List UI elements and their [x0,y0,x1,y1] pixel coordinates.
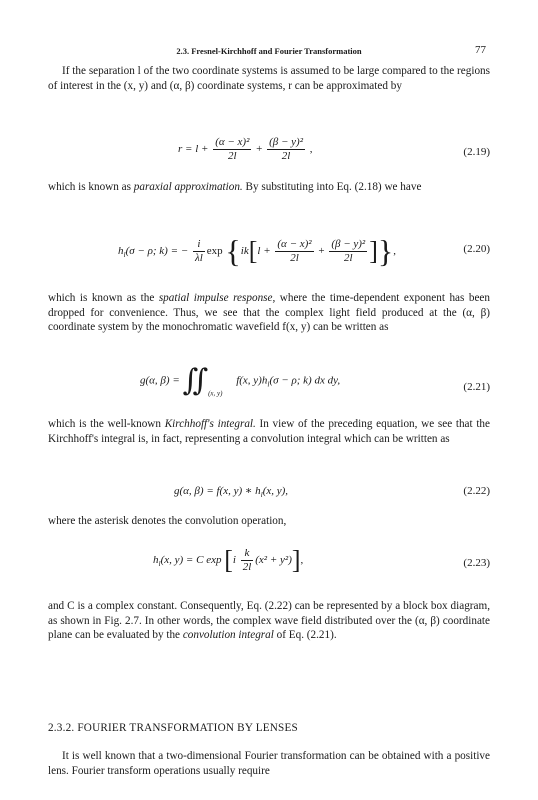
paragraph-5: where the asterisk denotes the convolution operation, [48,515,287,527]
equation-number: (2.21) [463,381,490,393]
paragraph-2: which is known as paraxial approximation. By substituting into Eq. (2.18) we have [48,181,422,193]
page-number: 77 [475,44,486,56]
paragraph-7: It is well known that a two-dimensional Fourier transformation can be obtained with a positive lens. Fourier transform operations usually require [48,750,490,777]
paragraph-1: If the separation l of the two coordinate systems is assumed to be large compared to the regions of interest in the (x, y) and (α, β) coordinate systems, r can be approximated by [48,65,490,92]
page-header [0,44,538,60]
section-heading: 2.3.2. FOURIER TRANSFORMATION BY LENSES [48,722,298,734]
paragraph-4: which is the well-known Kirchhoff's integral. In view of the preceding equation, we see that the Kirchhoff's integral is, in fact, representing a convolution integral which can be written as [48,418,490,445]
paragraph-3: which is known as the spatial impulse response, where the time-dependent exponent has been dropped for convenience. Thus, we see that the complex light field produced at the (α, β) coordinate system by the monochromatic wavefield f(x, y) can be written as [48,292,490,334]
eq-lhs: r = l + [178,143,209,156]
equation-2-22: g(α, β) = f(x, y) ∗ $h_l(x$, y), (2.22) [174,485,490,499]
running-title: 2.3. Fresnel-Kirchhoff and Fourier Transformation [176,46,362,56]
equation-2-19: r = l + $\frac{\text{(α − x)²}}{2l}$ + $\frac{\text{(β − y)²}}{2l}$ , (2.19) [178,136,490,162]
equation-2-20: $h_l(\sigma - \rho$; k) = − $\frac{i}{\lambda l}$ exp {ik[l + $\frac{\text{(α − x)²}}{2l}$ + $\frac{\text{(β − y)²}}{2l}$ ]}, (2.20) [118,233,490,269]
equation-number: (2.23) [463,557,490,569]
equation-2-23: $h_l(x$, y) = C exp [i $\frac{k}{2l}$ (x² + y²)], (2.23) [153,545,490,575]
fraction: $\frac{\text{(β − y)²}}{2l}$ [269,136,304,162]
paragraph-6: and C is a complex constant. Consequently, Eq. (2.22) can be represented by a block box diagram, as shown in Fig. 2.7. In other words, the complex wave field distributed over the (α, β) coordinate plane can be evaluated by the convolution integral of Eq. (2.21). [48,600,490,642]
fraction: $\frac{\text{(α − x)²}}{2l}$ [215,136,250,162]
equation-number: (2.20) [463,243,490,255]
equation-number: (2.19) [463,146,490,158]
equation-number: (2.22) [463,485,490,497]
equation-2-21: g(α, $\beta) = ∬_{(x, y)}$ f(x, $y)h_l(\sigma - \rho$; k) dx dy, (2.21) [140,364,490,398]
